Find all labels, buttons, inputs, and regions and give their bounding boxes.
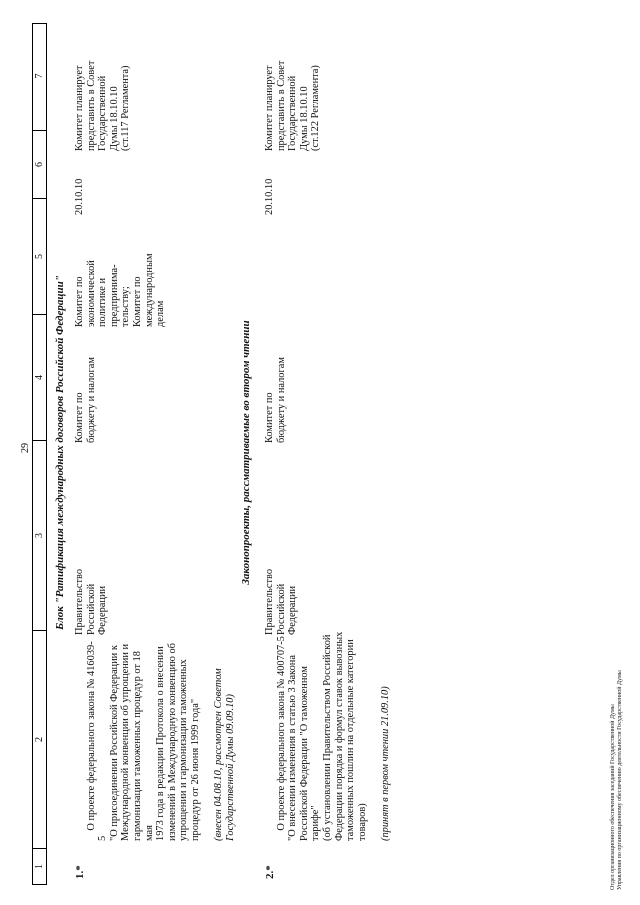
block-title: Блок "Ратификация международных договоров Российской Федерации" (54, 275, 66, 630)
footer-line-1: Отдел организационного обеспечения заседаний Государственной Думы (610, 704, 616, 890)
row-1-note: (внесен 04.08.10, рассмотрен Советом Государственной Думы 09.09.10) (213, 668, 236, 841)
column-header-3: 3 (33, 440, 46, 630)
row-1-title-text: О проекте федерального закона № 416039-5 "О присоединении Российской Федерации к Международной конвенции об упрощении и гармонизации таможенных процедур от 18 мая 1973 года в редакции Протокола о внесении изменений в Международную конвенцию об упрощении и гармонизации таможенных процедур от 26 июня 1999 года" (85, 641, 201, 841)
row-2-note: (принят в первом чтении 21.09.10) (379, 686, 391, 841)
section-title: Законопроекты, рассматриваемые во втором чтении (240, 320, 252, 585)
row-2-number: 2.* (264, 865, 276, 879)
row-2-plan: Комитет планирует представить в Совет Государственной Думы 18.10.10 (ст.122 Регламента) (264, 60, 322, 151)
column-header-5: 5 (33, 198, 46, 314)
row-2-title (264, 631, 415, 841)
footer-line-2: Управления по организационному обеспечению деятельности Государственной Думы (617, 670, 623, 890)
column-header-1: 1 (33, 848, 46, 884)
row-2-date: 20.10.10 (264, 178, 275, 215)
row-1-co-committees: Комитет по экономической политике и предпринима- тельству; Комитет по международным делам (74, 253, 167, 327)
row-2-title-text: О проекте федерального закона № 400707-5 "О внесении изменения в статью 3 Закона Российской Федерации "О таможенном тарифе" (об установлении Правительством Российской Федерации порядка и формул ставок вывозных таможенных пошлин на отдельные категории товаров) (275, 631, 368, 841)
row-1-committee: Комитет по бюджету и налогам (74, 357, 97, 443)
row-1-author: Правительство Российской Федерации (74, 568, 109, 635)
row-1-date: 20.10.10 (74, 178, 85, 215)
row-2-committee: Комитет по бюджету и налогам (264, 357, 287, 443)
column-header-4: 4 (33, 314, 46, 440)
column-header-row (32, 23, 47, 885)
row-1-number: 1.* (74, 865, 86, 879)
column-header-7: 7 (34, 73, 45, 79)
row-1-title (74, 641, 260, 841)
page-number: 29 (20, 443, 31, 453)
column-header-2: 2 (33, 630, 46, 848)
row-2-author: Правительство Российской Федерации (264, 568, 299, 635)
column-header-6: 6 (33, 130, 46, 198)
row-1-plan: Комитет планирует представить в Совет Государственной Думы 18.10.10 (ст.117 Регламента) (74, 60, 132, 151)
